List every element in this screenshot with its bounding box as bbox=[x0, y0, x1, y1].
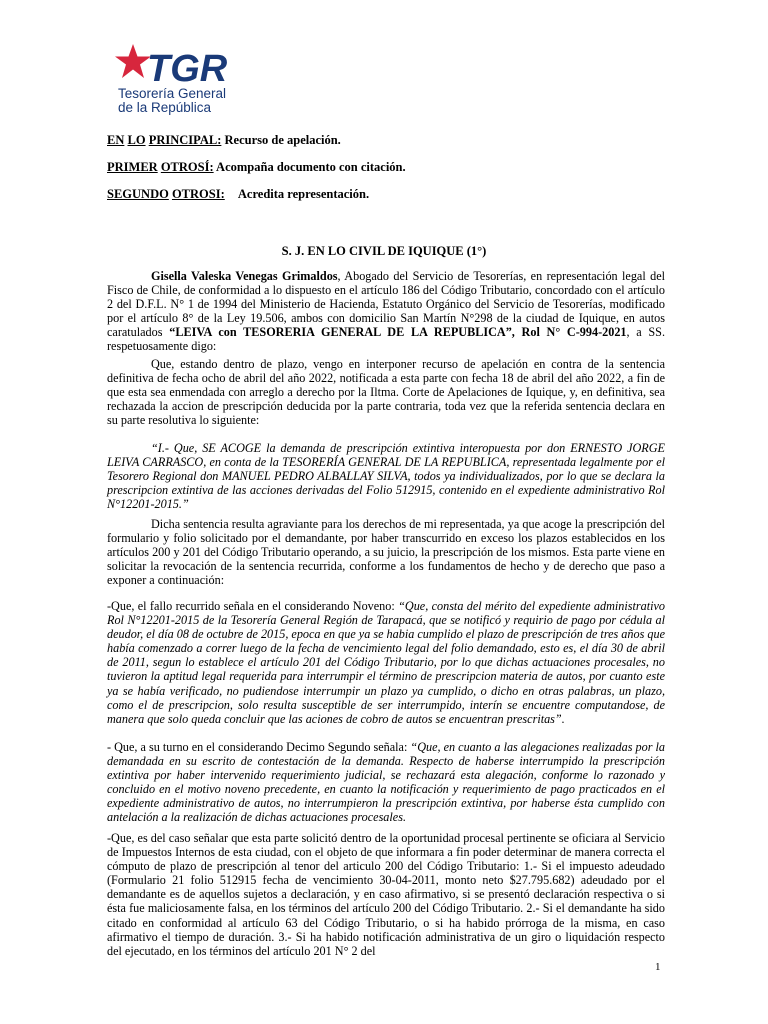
otrosi2-text: Acredita representación. bbox=[237, 187, 370, 201]
paragraph-considerando-decimo-segundo bbox=[107, 740, 665, 825]
otrosi1-label-2: OTROSÍ: bbox=[160, 160, 214, 174]
quote-resolution bbox=[107, 441, 665, 511]
principal-text: Recurso de apelación. bbox=[221, 133, 341, 147]
oficio-text: -Que, es del caso señalar que esta parte solicitó dentro de la oportunidad procesal pertinente se oficiara al Servicio de Impuestos Internos de esta ciudad, con el objeto de que informara a fin poder determinar de manera correcta el cómputo de plazo de prescripción al tenor del articulo 200 del Código Tributario: 1.- Si el impuesto adeudado (Formulario 21 folio 512915 fecha de vencimiento 30-04-2011, monto neto $27.795.682) adeudado por el demandante es de aquellos sujetos a declaración, y en caso afirmativo, si se presentó declaración respectiva o si ésta fue maliciosamente falsa, en los términos del artículo 200 del Código Tributario. 2.- Si el demandante ha sido citado en conformidad al artículo 63 del Código Tributario, o si ha habido prórroga de la misma, en caso afirmativo el tiempo de duración. 3.- Si ha habido notificación administrativa de un giro o liquidación respecto del ejecutado, en los términos del artículo 201 N° 2 del bbox=[107, 831, 665, 958]
appeal-text: Que, estando dentro de plazo, vengo en interponer recurso de apelación en contra de la sentencia definitiva de fecha ocho de abril del año 2022, notificada a esta parte con fecha 18 de abril del año 2022, a fin de que esta sea enmendada con arreglo a derecho por la Iltma. Corte de Apelaciones de Iquique, y, en definitiva, sea rechazada la accion de prescripción deducida por la parte contraria, toda vez que la referida sentencia declara en su parte resolutiva lo siguiente: bbox=[107, 357, 665, 428]
paragraph-grievance bbox=[107, 517, 665, 587]
heading-segundo-otrosi bbox=[107, 187, 369, 202]
principal-label-2: LO bbox=[127, 133, 146, 147]
paragraph-oficio-sii bbox=[107, 831, 665, 958]
principal-label-1: EN bbox=[107, 133, 125, 147]
paragraph-considerando-noveno bbox=[107, 599, 665, 726]
logo-line-1: Tesorería General bbox=[118, 86, 227, 101]
otrosi2-label-2: OTROSI: bbox=[171, 187, 225, 201]
otrosi1-text: Acompaña documento con citación. bbox=[213, 160, 406, 174]
heading-primer-otrosi bbox=[107, 160, 406, 175]
logo-brand: TGR bbox=[147, 48, 228, 90]
logo-subtitle bbox=[118, 87, 226, 115]
heading-principal bbox=[107, 133, 341, 148]
intro-end: , a SS. respetuosamente digo: bbox=[107, 325, 666, 354]
intro-text: , Abogado del Servicio de Tesorerías, en representación legal del Fisco de Chile, de conformidad a lo dispuesto en el artículo 186 del Código Tributario, concordado con el artículo 2 del D.F.L. N° 1 de 1994 del Ministerio de Hacienda, Estatuto Orgánico del Servicio de Tesorerías, modificado por el artículo 8° de la Ley 19.506, ambos con domicilio San Martín N°298 de la ciudad de Iquique, en autos caratulados bbox=[107, 269, 665, 340]
paragraph-introduction bbox=[107, 269, 665, 354]
decimo-lead: - Que, a su turno en el considerando Decimo Segundo señala: bbox=[107, 740, 411, 754]
decimo-quote: “Que, en cuanto a las alegaciones realizadas por la demandada en su escrito de contestación de la demanda. Respecto de haberse interrumpido la prescripción extintiva por haber intervenido requerimiento judicial, se rechazará esta alegación, conforme lo razonado y concluido en el motivo noveno precedente, en cuanto la notificación y requerimiento de pago practicados en el expediente administrativo de autos, no interrumpieron la prescripción extintiva, por haberse ésta cumplido con antelación a la realización de dichas actuaciones procesales. bbox=[107, 740, 665, 825]
grievance-text: Dicha sentencia resulta agraviante para los derechos de mi representada, ya que acoge la prescripción del formulario y folio solicitado por el demandante, por haber transcurrido en exceso los plazos establecidos en los artículos 200 y 201 del Código Tributario operando, a su juicio, la prescripción de los mismos. Esta parte viene en solicitar la revocación de la sentencia recurrida, conforme a los fundamentos de hecho y de derecho que paso a exponer a continuación: bbox=[107, 517, 665, 588]
paragraph-appeal bbox=[107, 357, 665, 427]
page-number: 1 bbox=[655, 961, 661, 973]
court-title: S. J. EN LO CIVIL DE IQUIQUE (1°) bbox=[281, 244, 487, 258]
otrosi1-label-1: PRIMER bbox=[107, 160, 158, 174]
otrosi2-label-1: SEGUNDO bbox=[107, 187, 169, 201]
case-title: “LEIVA con TESORERIA GENERAL DE LA REPUBLICA”, Rol N° C-994-2021 bbox=[169, 325, 627, 340]
principal-label-3: PRINCIPAL: bbox=[148, 133, 222, 147]
tgr-logo bbox=[113, 42, 253, 122]
logo-line-2: de la República bbox=[118, 100, 212, 115]
noveno-quote: “Que, consta del mérito del expediente administrativo Rol N°12201-2015 de la Tesorería General Región de Tarapacá, que se notificó y requirio de pago por cédula al deudor, el día 08 de octubre de 2015, epoca en que ya se habia cumplido el plazo de prescripción de tres años que había comenzado a correr luego de la fecha de vencimiento legal del folio demandado, esto es, el día 30 de abril de 2011, segun lo establece el artículo 201 del Código Tributario, por lo que dichas actuaciones procesales, no tuvieron la aptitud legal requerida para interrumpir el término de prescripcion materia de autos, por cuanto este ya se había verificado, no pudiendose interrumpir un plazo ya cumplido, o dicho en otras palabras, un plazo, como el de prescripcion, solo resulta susceptible de ser interrumpido, interín se encuentre computandose, de manera que solo queda concluir que las aciones de cobro de autos se encuentran prescritas”. bbox=[107, 599, 665, 726]
noveno-lead: -Que, el fallo recurrido señala en el considerando Noveno: bbox=[107, 599, 399, 613]
resolution-quote: “I.- Que, SE ACOGE la demanda de prescripción extintiva interopuesta por don ERNESTO JORGE LEIVA CARRASCO, en conta de la TESORERÍA GENERAL DE LA REPUBLICA, representada legalmente por el Tesorero Regional don MANUEL PEDRO ALBALLAY SILVA, todos ya individualizados, por lo que se declara la prescripcion extintiva de las acciones derivadas del Folio 512915, contenido en el expediente administrativo Rol N°12201-2015.” bbox=[107, 441, 665, 512]
lawyer-name: Gisella Valeska Venegas Grimaldos bbox=[151, 269, 338, 283]
